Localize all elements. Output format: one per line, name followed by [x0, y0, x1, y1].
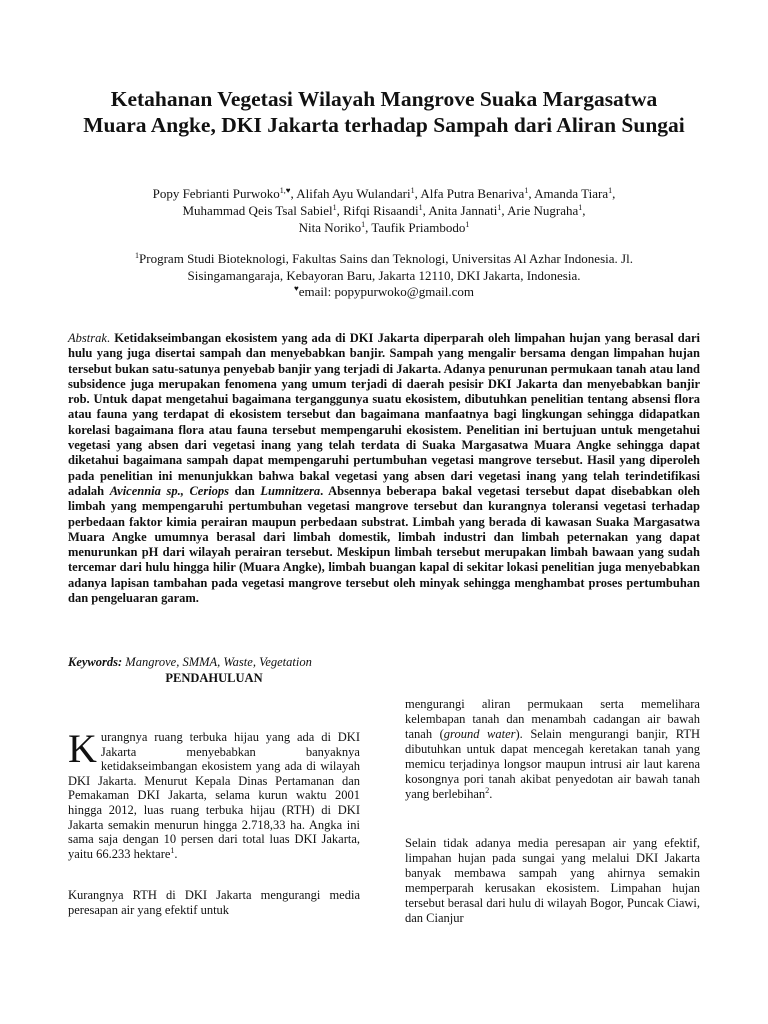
- paper-title: Ketahanan Vegetasi Wilayah Mangrove Suaka Margasatwa Muara Angke, DKI Jakarta terhadap Sampah dari Aliran Sungai: [83, 87, 685, 137]
- abstract: [68, 331, 700, 606]
- affiliation-mark: 1: [135, 251, 140, 260]
- author-name: Popy Febrianti Purwoko: [152, 186, 280, 201]
- author-name: Anita Jannati: [428, 203, 498, 218]
- right-paragraph-1-text-a: mengurangi aliran permukaan serta memelihara kelembapan tanah dan menambah cadangan air bawah tanah (: [405, 697, 700, 741]
- email-address: email: popypurwoko@gmail.com: [298, 284, 474, 299]
- author-name: Amanda Tiara: [534, 186, 609, 201]
- author-name: Nita Noriko: [298, 220, 362, 235]
- author-line-3: [299, 220, 470, 235]
- author-separator: ,: [414, 186, 421, 201]
- reference-mark: 2: [485, 786, 490, 795]
- affiliation-block: [90, 251, 678, 301]
- author-separator: ,: [365, 220, 372, 235]
- keywords-label: Keywords:: [68, 655, 123, 669]
- author-affiliation-mark: 1: [578, 203, 583, 212]
- ground-water-term: ground water: [443, 727, 516, 741]
- author-separator: ,: [501, 203, 508, 218]
- abstract-label: Abstrak: [68, 331, 107, 345]
- author-name: Muhammad Qeis Tsal Sabiel: [182, 203, 333, 218]
- author-affiliation-mark: 1: [497, 203, 502, 212]
- author-separator: ,: [336, 203, 344, 218]
- author-affiliation-mark: 1,♥: [279, 186, 291, 195]
- author-name: Alfa Putra Benariva: [420, 186, 525, 201]
- email-heart-mark: ♥: [294, 284, 299, 293]
- right-paragraph-1-text-b: ). Selain mengurangi banjir, RTH dibutuhkan untuk dapat mencegah keretakan tanah yang memicu terjadinya longsor maupun intrusi air laut karena kosongnya pori tanah akibat penyedotan air bawah tanah yang berlebihan: [405, 727, 700, 801]
- abstract-species-1: Avicennia sp., Ceriops: [109, 483, 230, 498]
- author-affiliation-mark: 1: [524, 186, 529, 195]
- author-separator: ,: [612, 186, 616, 201]
- section-heading: PENDAHULUAN: [165, 671, 263, 685]
- intro-paragraph-1: [68, 726, 360, 861]
- author-line-1: [153, 186, 616, 201]
- abstract-label-dot: .: [106, 331, 111, 345]
- author-affiliation-mark: 1: [418, 203, 423, 212]
- intro-paragraph-1-end: .: [174, 846, 178, 861]
- reference-mark: 1: [170, 845, 175, 855]
- author-name: Arie Nugraha: [507, 203, 579, 218]
- right-paragraph-1-end: .: [489, 787, 493, 801]
- abstract-text-b: dan: [229, 483, 261, 498]
- author-separator: ,: [582, 203, 586, 218]
- keywords-text: Mangrove, SMMA, Waste, Vegetation: [122, 655, 312, 669]
- author-separator: ,: [290, 186, 297, 201]
- author-name: Rifqi Risaandi: [343, 203, 419, 218]
- author-affiliation-mark: 1: [608, 186, 613, 195]
- affiliation-line-1: Program Studi Bioteknologi, Fakultas Sains dan Teknologi, Universitas Al Azhar Indonesia. Jl.: [139, 251, 633, 266]
- author-affiliation-mark: 1: [332, 203, 337, 212]
- abstract-text-c: . Absennya beberapa bakal vegetasi tersebut dapat disebabkan oleh limbah yang mempengaruhi pertumbuhan vegetasi mangrove tersebut dan kurangnya toleransi vegetasi terhadap perbedaan faktor kimia perairan maupun perbedaan substrat. Limbah yang berada di kawasan Suaka Margasatwa Muara Angke umumnya berasal dari limbah domestik, limbah industri dan limbah peternakan yang dapat menurunkan pH dari wilayah perairan tersebut. Meskipun limbah tersebut merupakan limbah bawaan yang sudah tercemar dari hulu hingga hilir (Muara Angke), limbah buangan kapal di sekitar lokasi penelitian juga menyebabkan adanya lapisan tambahan pada vegetasi mangrove tersebut oleh minyak sehingga menghambat proses pertumbuhan dan pengeluaran garam.: [68, 483, 700, 606]
- affiliation-line-2: Sisingamangaraja, Kebayoran Baru, Jakarta 12110, DKI Jakarta, Indonesia.: [187, 267, 581, 283]
- abstract-species-2: Lumnitzera: [260, 483, 321, 498]
- author-affiliation-mark: 1: [410, 186, 415, 195]
- intro-paragraph-1-text: urangnya ruang terbuka hijau yang ada di DKI Jakarta menyebabkan banyaknya ketidakseimbangan ekosistem yang ada di wilayah DKI Jakarta. Menurut Kepala Dinas Pertamanan dan Pemakaman DKI Jakarta, selama kurun waktu 2001 hingga 2012, luas ruang terbuka hijau (RTH) di DKI Jakarta semakin menurun hingga 2.718,33 ha. Angka ini sama saja dengan 10 persen dari total luas DKI Jakarta, yaitu 66.233 hektare: [68, 730, 360, 861]
- abstract-text-a: Ketidakseimbangan ekosistem yang ada di DKI Jakarta diperparah oleh limpahan hujan yang berasal dari hulu yang juga disertai sampah dan menyebabkan banjir. Sampah yang mengalir bersama dengan limpahan hujan tersebut bukan satu-satunya penyebab banjir yang terjadi di Jakarta. Adanya penurunan permukaan tanah atau land subsidence juga merupakan fenomena yang umum terjadi di daerah pesisir DKI Jakarta dan menyebabkan banjir rob. Untuk dapat mengetahui bagaimana terganggunya suatu ekosistem, dibutuhkan penelitian tentang absensi flora atau fauna yang terdapat di ekosistem tersebut dan bagaimana manfaatnya bagi lingkungan sehingga didapatkan korelasi bagaimana flora atau fauna tersebut mempengaruhi ekosistem. Penelitian ini bertujuan untuk mengetahui vegetasi yang absen dari vegetasi inang yang telah terdata di Suaka Margasatwa Muara Angke sehingga dapat diketahui bagaimana sampah dapat mempengaruhi pertumbuhan vegetasi mangrove tersebut. Hasil yang diperoleh pada penelitian ini menunjukkan bahwa bakal vegetasi yang absen dari vegetasi inang yang telah terindetifikasi adalah: [68, 331, 700, 498]
- author-name: Alifah Ayu Wulandari: [296, 186, 411, 201]
- author-separator: ,: [528, 186, 535, 201]
- keywords: [68, 655, 700, 670]
- drop-cap: K: [68, 726, 97, 771]
- author-affiliation-mark: 1: [465, 220, 470, 229]
- right-paragraph-1: [405, 697, 700, 802]
- author-name: Taufik Priambodo: [371, 220, 466, 235]
- right-paragraph-2: Selain tidak adanya media peresapan air yang efektif, limpahan hujan pada sungai yang melalui DKI Jakarta banyak membawa sampah yang ahirnya semakin memperparah kerusakan ekosistem. Limpahan hujan tersebut berasal dari hulu di wilayah Bogor, Puncak Ciawi, dan Cianjur: [405, 836, 700, 925]
- author-separator: ,: [422, 203, 429, 218]
- author-line-2: [182, 203, 585, 218]
- intro-paragraph-2: Kurangnya RTH di DKI Jakarta mengurangi media peresapan air yang efektif untuk: [68, 888, 360, 917]
- author-affiliation-mark: 1: [361, 220, 366, 229]
- author-list: [90, 185, 678, 236]
